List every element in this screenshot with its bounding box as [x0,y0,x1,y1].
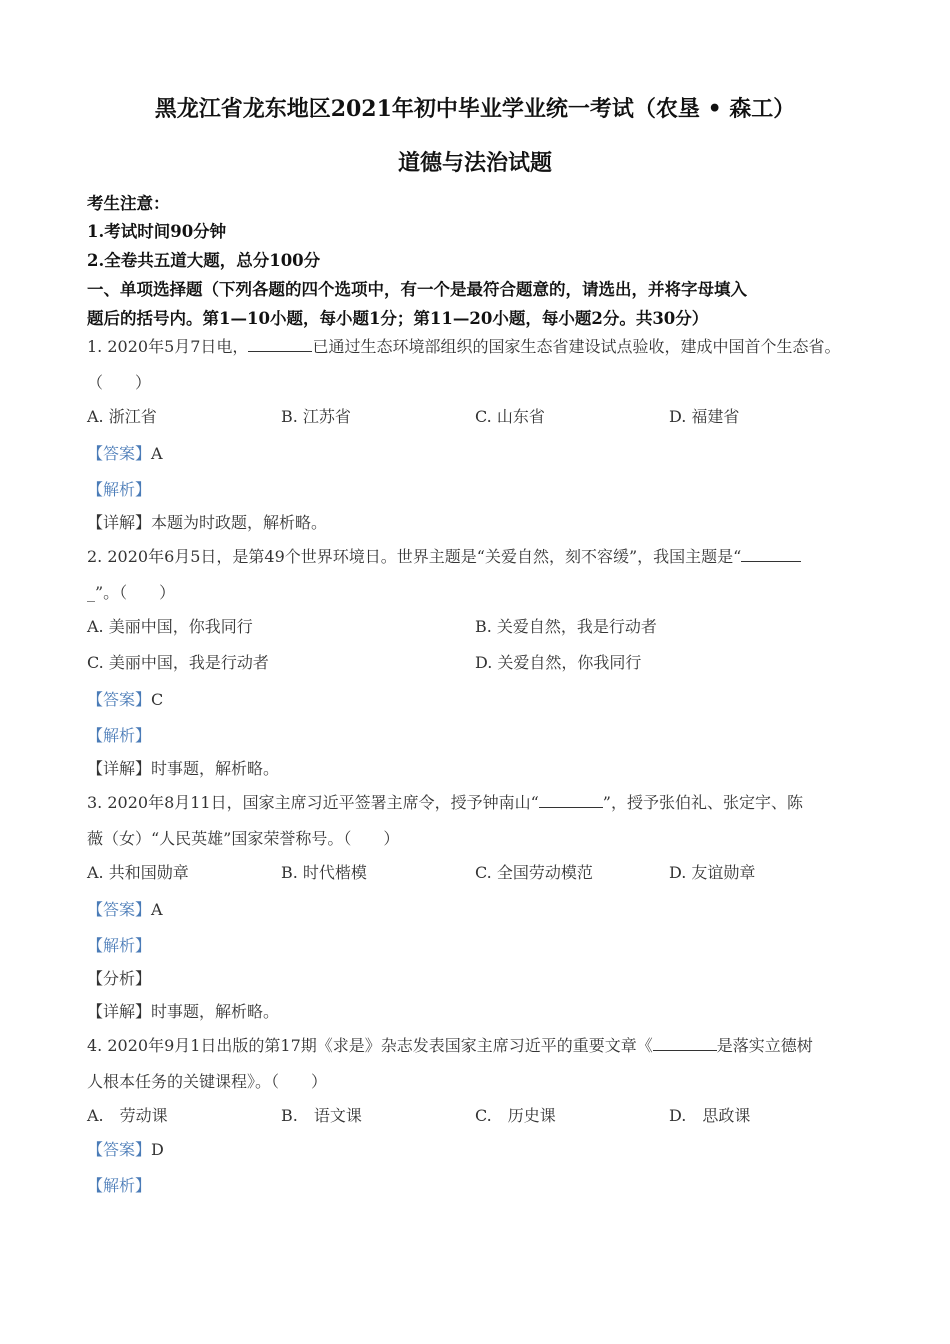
answer-label: 【答案】 [87,900,152,919]
question-2-option-b: B. 关爱自然，我是行动者 [475,617,657,636]
exam-subtitle: 道德与法治试题 [397,150,552,176]
question-3-stem [87,790,803,813]
question-1-option-c: C. 山东省 [475,407,545,426]
notice-item-time: 1.考试时间90分钟 [87,222,227,241]
question-3-stem-cont: 薇（女）“人民英雄”国家荣誉称号。（ ） [87,829,400,848]
question-2-stem-cont: _”。（ ） [87,583,176,602]
question-2-option-a: A. 美丽中国，你我同行 [87,617,253,636]
answer-blank [539,793,603,808]
question-3-option-d: D. 友谊勋章 [669,863,756,882]
question-1-answer [87,441,163,464]
question-3-option-b: B. 时代楷模 [281,863,367,882]
question-4-stem-cont: 人根本任务的关键课程》。（ ） [87,1072,328,1091]
detail-label: 【详解】 [87,759,152,778]
detail-label: 【详解】 [87,1002,152,1021]
question-1-stem-end: 已通过生态环境部组织的国家生态省建设试点验收，建成中国首个生态省。 [312,337,841,356]
answer-blank [741,547,801,562]
question-2-answer [87,687,163,710]
question-4-stem-start: 4. 2020年9月1日出版的第17期《求是》杂志发表国家主席习近平的重要文章《 [87,1036,653,1055]
answer-label: 【答案】 [87,444,152,463]
question-4-stem-mid: 是落实立德树 [716,1036,813,1055]
question-4-answer [87,1137,164,1160]
detail-text: 本题为时政题，解析略。 [151,513,328,532]
question-1-option-b: B. 江苏省 [281,407,351,426]
question-2-option-c: C. 美丽中国，我是行动者 [87,653,269,672]
question-2-stem [87,544,801,567]
question-4-option-c: C. 历史课 [475,1106,556,1125]
section-heading-line2: 题后的括号内。第1—10小题，每小题1分；第11—20小题，每小题2分。共30分） [87,309,709,328]
question-1-paren: （ ） [87,373,152,392]
question-4-analysis-label: 【解析】 [87,1176,152,1195]
answer-label: 【答案】 [87,690,152,709]
answer-value: C [151,690,164,709]
answer-value: D [151,1140,164,1159]
question-1-option-d: D. 福建省 [669,407,740,426]
question-1-analysis-label: 【解析】 [87,480,152,499]
question-2-option-d: D. 关爱自然，你我同行 [475,653,642,672]
question-2-detail [87,756,279,779]
question-2-analysis-label: 【解析】 [87,726,152,745]
notice-item-score: 2.全卷共五道大题，总分100分 [87,251,321,270]
answer-value: A [151,900,163,919]
question-1-option-a: A. 浙江省 [87,407,157,426]
question-1-stem-start: 1. 2020年5月7日电， [87,337,249,356]
answer-blank [248,337,312,352]
question-3-detail [87,999,279,1022]
question-4-option-d: D. 思政课 [669,1106,751,1125]
question-3-fenxi-label: 【分析】 [87,969,152,988]
question-1-stem [87,334,840,357]
detail-text: 时事题，解析略。 [151,1002,280,1021]
question-3-analysis-label: 【解析】 [87,936,152,955]
question-2-stem-start: 2. 2020年6月5日，是第49个世界环境日。世界主题是“关爱自然，刻不容缓”，我国主题是“ [87,547,742,566]
question-3-answer [87,897,163,920]
answer-label: 【答案】 [87,1140,152,1159]
detail-label: 【详解】 [87,513,152,532]
question-4-option-b: B. 语文课 [281,1106,362,1125]
notice-heading: 考生注意： [87,194,170,213]
question-4-option-a: A. 劳动课 [87,1106,168,1125]
section-heading-line1: 一、单项选择题（下列各题的四个选项中，有一个是最符合题意的，请选出，并将字母填入 [87,280,747,299]
detail-text: 时事题，解析略。 [151,759,280,778]
answer-value: A [151,444,163,463]
answer-blank [653,1036,717,1051]
question-3-option-c: C. 全国劳动模范 [475,863,593,882]
question-3-option-a: A. 共和国勋章 [87,863,189,882]
question-3-stem-start: 3. 2020年8月11日，国家主席习近平签署主席令，授予钟南山“ [87,793,539,812]
question-4-stem [87,1033,813,1056]
exam-title: 黑龙江省龙东地区2021年初中毕业学业统一考试（农垦 • 森工） [154,96,796,122]
question-3-stem-mid: ”，授予张伯礼、张定宇、陈 [602,793,803,812]
question-1-detail [87,510,327,533]
